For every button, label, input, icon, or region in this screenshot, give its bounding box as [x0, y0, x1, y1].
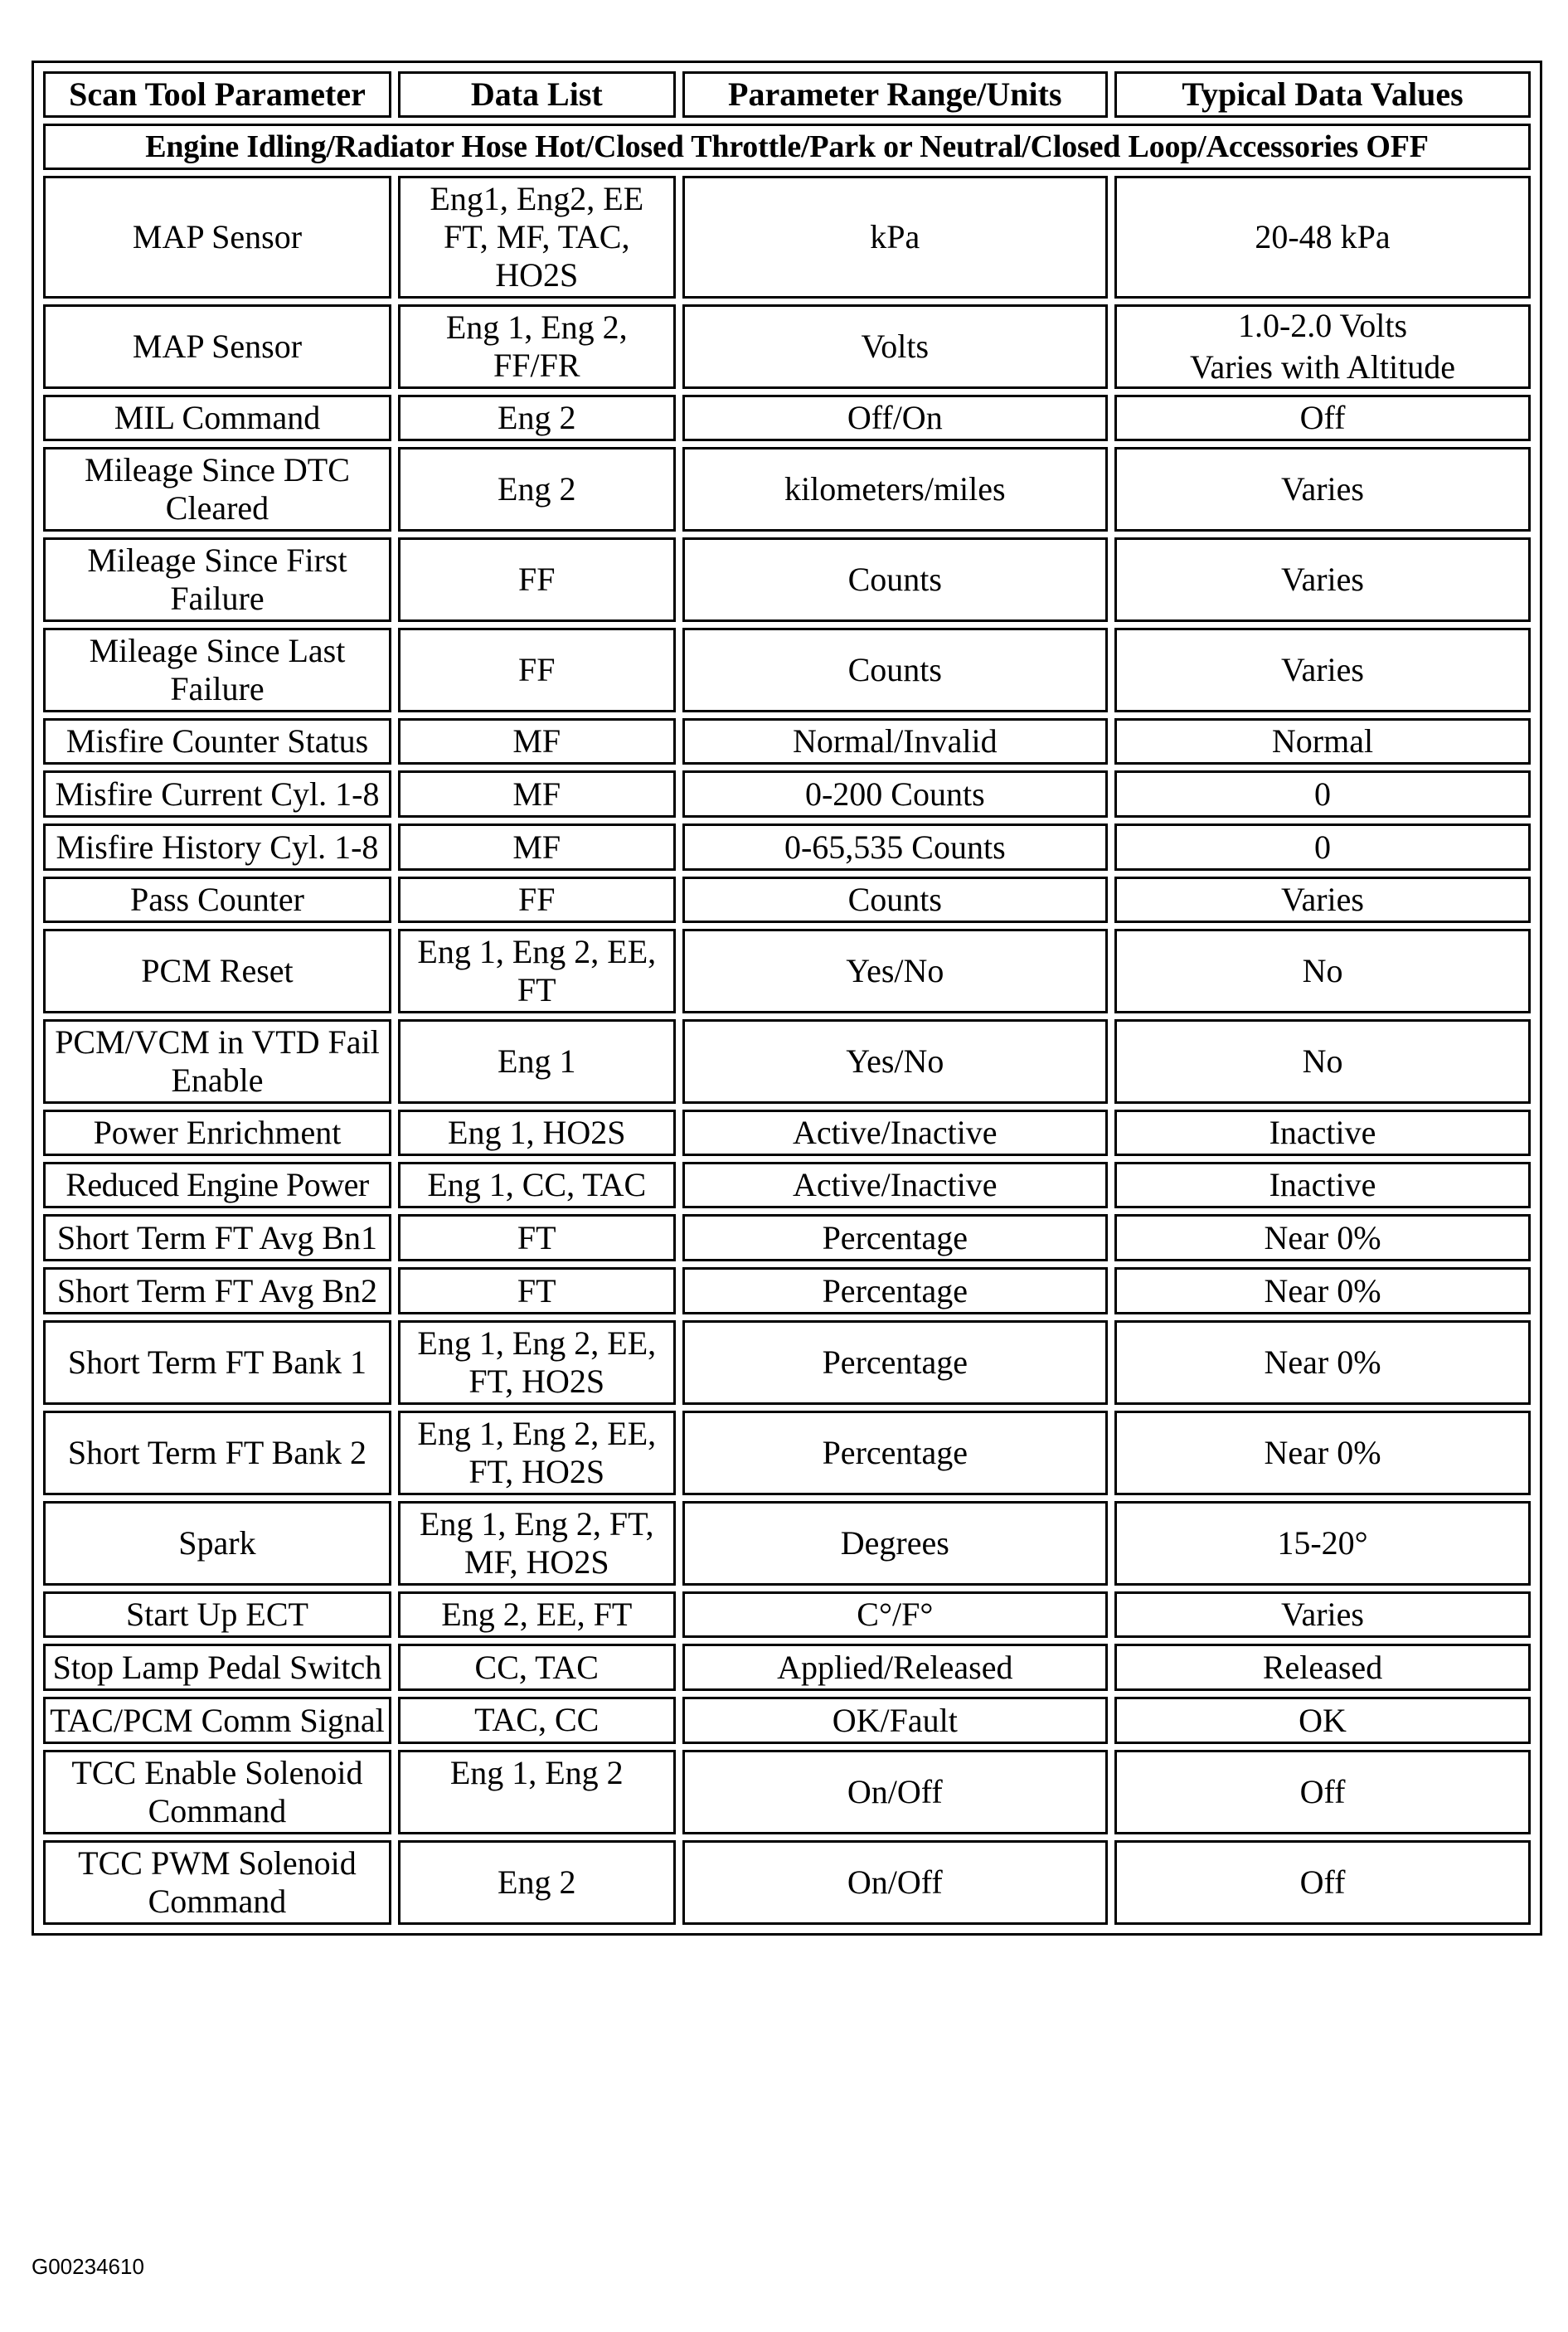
cell-value-line: 1.0-2.0 Volts — [1237, 307, 1408, 344]
table-row — [43, 1110, 1531, 1156]
cell-value: Near 0% — [1114, 1214, 1531, 1261]
table-row — [43, 537, 1531, 622]
data-table — [36, 66, 1537, 1931]
header-row — [43, 71, 1531, 118]
header-scan-tool-parameter: Scan Tool Parameter — [43, 71, 391, 118]
cell-range: On/Off — [682, 1840, 1108, 1925]
cell-range: C°/F° — [682, 1591, 1108, 1638]
cell-parameter: Reduced Engine Power — [43, 1162, 391, 1208]
cell-data-list: TAC, CC — [398, 1697, 676, 1744]
cell-parameter: Misfire Counter Status — [43, 718, 391, 765]
cell-range: Volts — [682, 304, 1108, 389]
cell-range: Percentage — [682, 1320, 1108, 1405]
cell-range: Active/Inactive — [682, 1162, 1108, 1208]
table-row — [43, 823, 1531, 871]
cell-range: Counts — [682, 877, 1108, 923]
cell-parameter: Start Up ECT — [43, 1591, 391, 1638]
cell-data-list: FT — [398, 1214, 676, 1261]
cell-parameter: TAC/PCM Comm Signal — [43, 1697, 391, 1744]
cell-range: Yes/No — [682, 1019, 1108, 1104]
cell-data-list: Eng 1 — [398, 1019, 676, 1104]
cell-range: On/Off — [682, 1750, 1108, 1834]
cell-value: Varies — [1114, 447, 1531, 532]
cell-parameter: Short Term FT Avg Bn2 — [43, 1267, 391, 1314]
cell-range: 0-200 Counts — [682, 770, 1108, 818]
cell-range: 0-65,535 Counts — [682, 823, 1108, 871]
cell-range: OK/Fault — [682, 1697, 1108, 1744]
cell-parameter: Mileage Since DTC Cleared — [43, 447, 391, 532]
cell-data-list: MF — [398, 770, 676, 818]
cell-parameter: MAP Sensor — [43, 176, 391, 299]
cell-parameter: Misfire History Cyl. 1-8 — [43, 823, 391, 871]
cell-data-list: FF — [398, 628, 676, 712]
table-row — [43, 1320, 1531, 1405]
cell-data-list: Eng 2 — [398, 1840, 676, 1925]
cell-value: Varies — [1114, 877, 1531, 923]
cell-parameter: Mileage Since First Failure — [43, 537, 391, 622]
cell-parameter: MIL Command — [43, 395, 391, 441]
cell-parameter: Spark — [43, 1501, 391, 1586]
cell-range: Applied/Released — [682, 1644, 1108, 1691]
cell-range: Off/On — [682, 395, 1108, 441]
cell-data-list: FF — [398, 537, 676, 622]
cell-range: Percentage — [682, 1411, 1108, 1495]
table-row — [43, 1840, 1531, 1925]
cell-data-list: Eng 2 — [398, 447, 676, 532]
header-typical-data-values: Typical Data Values — [1114, 71, 1531, 118]
header-parameter-range-units: Parameter Range/Units — [682, 71, 1108, 118]
cell-parameter: Power Enrichment — [43, 1110, 391, 1156]
table-row — [43, 1750, 1531, 1834]
cell-data-list: Eng 1, CC, TAC — [398, 1162, 676, 1208]
cell-data-list: Eng 1, Eng 2, EE, FT, HO2S — [398, 1411, 676, 1495]
cell-value: Varies — [1114, 537, 1531, 622]
cell-range: Counts — [682, 537, 1108, 622]
table-row — [43, 1591, 1531, 1638]
cell-value: Released — [1114, 1644, 1531, 1691]
cell-value: 0 — [1114, 770, 1531, 818]
cell-value: Near 0% — [1114, 1267, 1531, 1314]
cell-value: Normal — [1114, 718, 1531, 765]
cell-value: Off — [1114, 1840, 1531, 1925]
cell-parameter: Pass Counter — [43, 877, 391, 923]
cell-parameter: PCM Reset — [43, 929, 391, 1013]
cell-data-list: Eng 2 — [398, 395, 676, 441]
cell-range: Percentage — [682, 1214, 1108, 1261]
cell-value: Off — [1114, 1750, 1531, 1834]
table-row — [43, 395, 1531, 441]
cell-value: Off — [1114, 395, 1531, 441]
table-row — [43, 1501, 1531, 1586]
cell-data-list: Eng 1, Eng 2, EE, FT — [398, 929, 676, 1013]
cell-value: Near 0% — [1114, 1411, 1531, 1495]
cell-data-list: Eng 1, HO2S — [398, 1110, 676, 1156]
table-row — [43, 447, 1531, 532]
cell-value: Near 0% — [1114, 1320, 1531, 1405]
cell-data-list: Eng 1, Eng 2, FF/FR — [398, 304, 676, 389]
table-row — [43, 1644, 1531, 1691]
cell-data-list: MF — [398, 823, 676, 871]
cell-data-list: FT — [398, 1267, 676, 1314]
cell-data-list: FF — [398, 877, 676, 923]
condition-banner: Engine Idling/Radiator Hose Hot/Closed Throttle/Park or Neutral/Closed Loop/Accessories OFF — [43, 124, 1531, 170]
table-row — [43, 1019, 1531, 1104]
cell-parameter: TCC PWM Solenoid Command — [43, 1840, 391, 1925]
table-row — [43, 1214, 1531, 1261]
cell-range: Degrees — [682, 1501, 1108, 1586]
cell-range: Normal/Invalid — [682, 718, 1108, 765]
cell-parameter: Short Term FT Bank 2 — [43, 1411, 391, 1495]
header-data-list: Data List — [398, 71, 676, 118]
cell-value — [1114, 304, 1531, 389]
cell-value: 20-48 kPa — [1114, 176, 1531, 299]
cell-value-note: Varies with Altitude — [1190, 348, 1455, 386]
cell-parameter: MAP Sensor — [43, 304, 391, 389]
table-row — [43, 718, 1531, 765]
cell-parameter: Short Term FT Avg Bn1 — [43, 1214, 391, 1261]
table-row — [43, 1411, 1531, 1495]
cell-value: OK — [1114, 1697, 1531, 1744]
table-row — [43, 877, 1531, 923]
cell-range: Yes/No — [682, 929, 1108, 1013]
cell-value: Inactive — [1114, 1110, 1531, 1156]
cell-value: Varies — [1114, 1591, 1531, 1638]
cell-data-list: Eng 1, Eng 2, EE, FT, HO2S — [398, 1320, 676, 1405]
cell-value: 0 — [1114, 823, 1531, 871]
cell-value: No — [1114, 929, 1531, 1013]
table-row — [43, 304, 1531, 389]
cell-data-list: Eng1, Eng2, EE FT, MF, TAC, HO2S — [398, 176, 676, 299]
cell-value: Inactive — [1114, 1162, 1531, 1208]
cell-data-list: CC, TAC — [398, 1644, 676, 1691]
table-row — [43, 1267, 1531, 1314]
cell-parameter: Short Term FT Bank 1 — [43, 1320, 391, 1405]
figure-id: G00234610 — [32, 2254, 144, 2279]
cell-value: 15-20° — [1114, 1501, 1531, 1586]
cell-parameter: Mileage Since Last Failure — [43, 628, 391, 712]
cell-parameter: PCM/VCM in VTD Fail Enable — [43, 1019, 391, 1104]
cell-parameter: Stop Lamp Pedal Switch — [43, 1644, 391, 1691]
cell-range: kPa — [682, 176, 1108, 299]
table-row — [43, 929, 1531, 1013]
scan-tool-data-table — [32, 61, 1542, 1936]
cell-parameter: Misfire Current Cyl. 1-8 — [43, 770, 391, 818]
table-row — [43, 1162, 1531, 1208]
cell-value: No — [1114, 1019, 1531, 1104]
table-row — [43, 176, 1531, 299]
table-row — [43, 1697, 1531, 1744]
cell-data-list: MF — [398, 718, 676, 765]
cell-data-list: Eng 1, Eng 2, FT, MF, HO2S — [398, 1501, 676, 1586]
table-row — [43, 628, 1531, 712]
cell-range: kilometers/miles — [682, 447, 1108, 532]
condition-row — [43, 124, 1531, 170]
table-row — [43, 770, 1531, 818]
cell-value: Varies — [1114, 628, 1531, 712]
cell-parameter: TCC Enable Solenoid Command — [43, 1750, 391, 1834]
cell-range: Percentage — [682, 1267, 1108, 1314]
cell-range: Counts — [682, 628, 1108, 712]
cell-range: Active/Inactive — [682, 1110, 1108, 1156]
cell-data-list: Eng 2, EE, FT — [398, 1591, 676, 1638]
cell-data-list: Eng 1, Eng 2 — [398, 1750, 676, 1834]
